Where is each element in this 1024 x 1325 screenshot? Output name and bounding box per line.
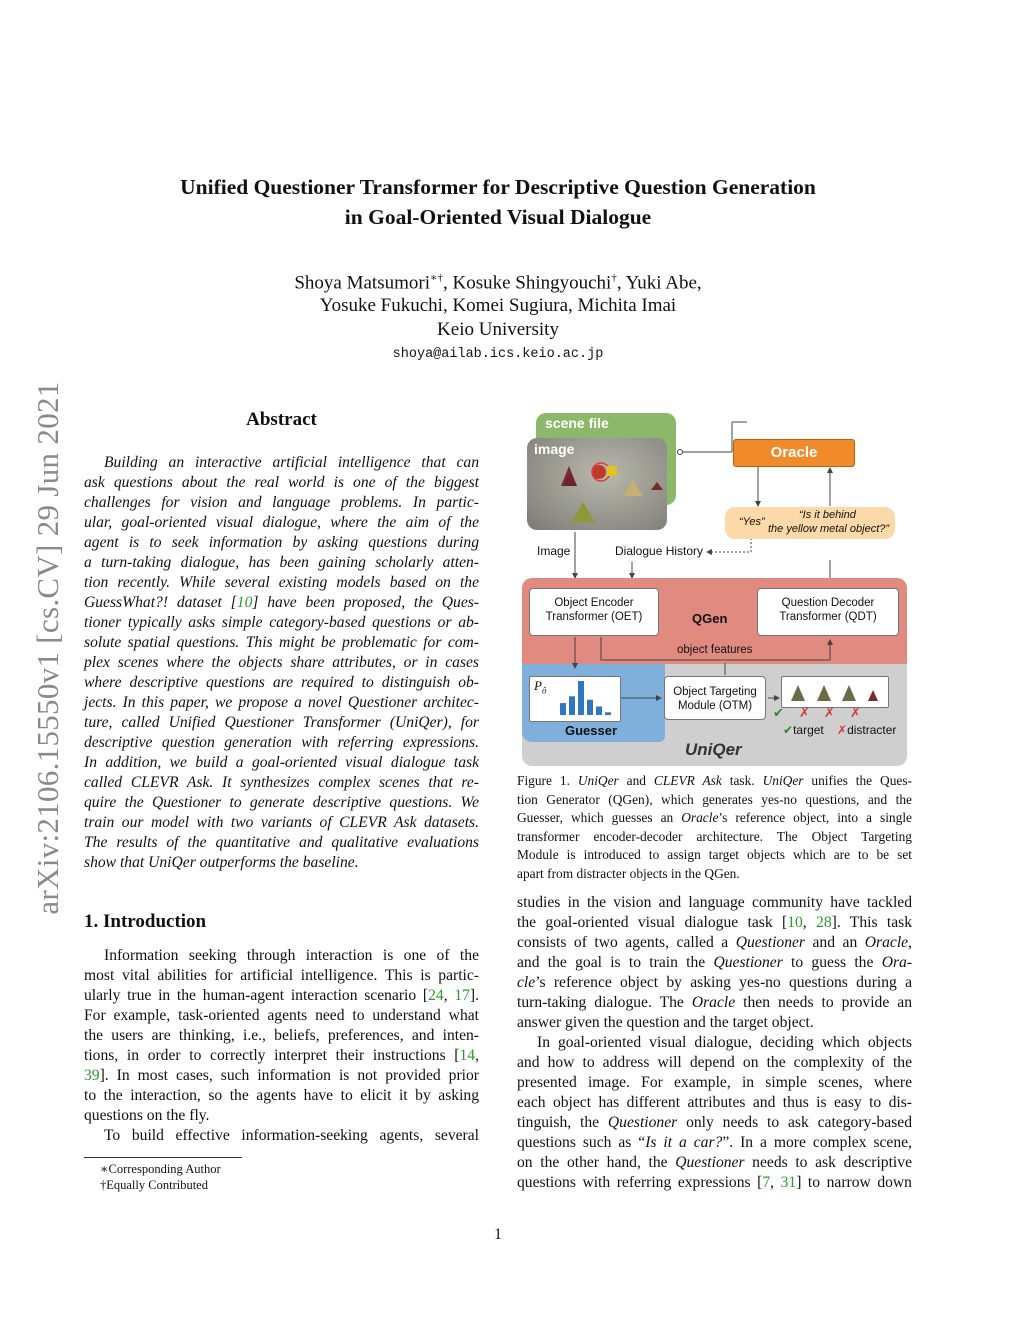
question-line-1: “Is it behind xyxy=(799,509,856,521)
guesser-bar xyxy=(569,696,575,715)
intro-left-line: 39]. In most cases, such information is not provided prior xyxy=(84,1067,479,1084)
abstract-lines-line: GuessWhat?! dataset [10] have been proposed, the Ques- xyxy=(84,594,479,611)
cone-1 xyxy=(791,685,805,701)
cone-4 xyxy=(868,690,878,701)
guesser-bar xyxy=(578,681,584,715)
intro-left-line: most vital abilities for artificial intelligence. This is partic- xyxy=(84,967,479,984)
abstract-lines-line: descriptive question generation with referring expressions. xyxy=(84,734,479,751)
abstract-lines-line: ask questions about the real world is one of the biggest xyxy=(84,474,479,491)
intro-right-line: cle’s reference object by asking yes-no questions during a xyxy=(517,974,912,991)
guesser-distribution-box xyxy=(529,676,621,722)
author-line-2: Yosuke Fukuchi, Komei Sugiura, Michita Imai xyxy=(319,295,677,316)
author-2-sup: † xyxy=(611,272,617,284)
section-heading-introduction: 1. Introduction xyxy=(84,911,207,932)
paper-title-line2: in Goal-Oriented Visual Dialogue xyxy=(344,205,652,229)
uniqer-label: UniQer xyxy=(685,740,742,759)
distracter-mark: ✗ xyxy=(850,706,861,721)
guesser-bar-chart xyxy=(560,681,616,717)
abstract-lines-line: In addition, we build a goal-oriented visual dialogue task xyxy=(84,754,479,771)
caption-lines-line: transformer encoder-decoder architecture. The Object Targeting xyxy=(517,828,912,844)
author-1: Shoya Matsumori xyxy=(294,272,430,294)
dialogue-history-label: Dialogue History xyxy=(615,544,704,558)
intro-left-line: For example, task-oriented agents need to understand what xyxy=(84,1007,479,1024)
intro-left-line: Information seeking through interaction is one of the xyxy=(104,947,479,964)
otm-line-1: Object Targeting xyxy=(673,686,757,698)
qdt-line-1: Question Decoder xyxy=(781,597,875,609)
abstract-lines-line: The results of the quantitative and qualitative evaluations xyxy=(84,834,479,851)
abstract-lines-line: train our model with two variants of CLEVR Ask datasets. xyxy=(84,814,479,831)
abstract-lines-line: quire the Questioner to generate descriptive questions. We xyxy=(84,794,479,811)
qdt-line-2: Transformer (QDT) xyxy=(779,611,877,623)
arxiv-stamp xyxy=(28,352,68,944)
intro-right-line: and how to address will depend on the complexity of the xyxy=(517,1054,912,1071)
intro-right-line: the goal-oriented visual dialogue task [10, 28]. This task xyxy=(517,914,912,931)
abstract-lines-line: Building an interactive artificial intelligence that can xyxy=(104,454,479,471)
footnote-rule xyxy=(84,1157,242,1158)
intro-right-line: studies in the vision and language community have tackled xyxy=(517,894,912,911)
distracter-mark: ✗ xyxy=(799,706,810,721)
target-mark: ✔ xyxy=(773,706,784,721)
abstract-lines-line: jects. In this paper, we propose a novel Questioner architec- xyxy=(84,694,479,711)
abstract-lines-line: plex scenes where the objects share attributes, or in cases xyxy=(84,654,479,671)
p-label: $P_ô$ xyxy=(534,678,547,696)
intro-right-line: questions such as “Is it a car?”. In a more complex scene, xyxy=(517,1134,912,1151)
guesser-bar xyxy=(560,703,566,715)
guesser-bar xyxy=(587,700,593,715)
input-image-label: Image xyxy=(537,544,571,558)
abstract-lines-line: solute spatial questions. This might be problematic for com- xyxy=(84,634,479,651)
scene-file-label: scene file xyxy=(545,415,609,431)
abstract-lines-line: tioner typically asks simple category-based questions or ab- xyxy=(84,614,479,631)
guesser-bar xyxy=(605,712,611,715)
distracter-mark: ✗ xyxy=(824,706,835,721)
intro-right-line: In goal-oriented visual dialogue, deciding which objects xyxy=(537,1034,912,1051)
caption-lines-line: Guesser, which guesses an Oracle’s reference object, into a single xyxy=(517,810,912,825)
intro-right-line: questions with referring expressions [7, 31] to narrow down xyxy=(517,1174,912,1191)
arxiv-stamp-text: arXiv:2106.15550v1 [cs.CV] 29 Jun 2021 xyxy=(30,381,65,915)
author-line-1 xyxy=(100,271,896,294)
answer-yes: “Yes” xyxy=(739,516,765,528)
qgen-label: QGen xyxy=(692,611,728,626)
target-objects-box xyxy=(781,676,889,708)
affiliation: Keio University xyxy=(437,319,559,340)
intro-left-line: questions on the fly. xyxy=(84,1107,210,1124)
intro-right-line: answer given the question and the target object. xyxy=(517,1014,814,1031)
footnote-corresponding: ∗Corresponding Author xyxy=(100,1162,221,1176)
abstract-lines-line: where descriptive questions are required to distinguish ob- xyxy=(84,674,479,691)
intro-right-line: presented image. For example, in simple scenes, where xyxy=(517,1074,912,1091)
abstract-lines-line: agent is to seek information by asking questions during xyxy=(84,534,479,551)
page-number: 1 xyxy=(494,1226,502,1243)
footnote-equal: †Equally Contributed xyxy=(100,1178,208,1192)
intro-right-line: on the other hand, the Questioner needs to ask descriptive xyxy=(517,1154,912,1171)
legend-distracter: ✗distracter xyxy=(837,723,897,737)
intro-right-line: consists of two agents, called a Questioner and an Oracle, xyxy=(517,934,912,951)
otm-box xyxy=(664,676,766,720)
intro-left-line: To build effective information-seeking agents, several xyxy=(104,1127,479,1144)
abstract-lines-line: ular, goal-oriented visual dialogue, where the aim of the xyxy=(84,514,479,531)
otm-line-2: Module (OTM) xyxy=(677,700,753,712)
cone-2 xyxy=(817,685,831,701)
oracle-box: Oracle xyxy=(733,439,855,467)
oet-line-1: Object Encoder xyxy=(554,597,634,609)
oet-line-2: Transformer (OET) xyxy=(545,611,643,623)
cone-3 xyxy=(842,685,856,701)
abstract-lines-line: ture, called Unified Questioner Transformer (UniQer), for xyxy=(84,714,479,731)
abstract-lines-line: challenges for vision and language problems. In partic- xyxy=(84,494,479,511)
intro-right-line: turn-taking dialogue. The Oracle then needs to provide an xyxy=(517,994,912,1011)
author-3: , Yuki Abe, xyxy=(616,272,702,294)
intro-right-line: each object has different attributes and thus is easy to dis- xyxy=(517,1094,912,1111)
abstract-lines-line: a turn-taking dialogue, has been gaining scholarly atten- xyxy=(84,554,479,571)
caption-lines-line: tion Generator (QGen), which generates yes-no questions, and the xyxy=(517,791,912,807)
caption-lines-line: Module is introduced to assign target objects which are to be set xyxy=(517,847,912,862)
target-cones xyxy=(782,677,888,707)
author-2: , Kosuke Shingyouchi xyxy=(442,272,612,294)
guesser-label: Guesser xyxy=(565,723,618,738)
legend-target: ✔target xyxy=(783,723,824,737)
intro-left-line: ularly true in the human-agent interaction scenario [24, 17]. xyxy=(84,987,479,1004)
intro-left-line: to the interaction, so the agents have to elicit it by asking xyxy=(84,1087,479,1104)
abstract-heading: Abstract xyxy=(246,409,317,430)
author-1-sup: ∗† xyxy=(430,272,443,284)
object-features-line xyxy=(601,637,830,660)
paper-title-line1: Unified Questioner Transformer for Descriptive Question Generation xyxy=(180,175,816,199)
image-label: image xyxy=(534,441,575,457)
abstract-lines-line: tion recently. While several existing models based on the xyxy=(84,574,479,591)
intro-right-line: and the goal is to train the Questioner to guess the Ora- xyxy=(517,954,913,971)
guesser-bar xyxy=(596,707,602,716)
author-email: shoya@ailab.ics.keio.ac.jp xyxy=(392,347,604,362)
object-features-label: object features xyxy=(677,644,753,656)
abstract-lines-line: show that UniQer outperforms the baseline. xyxy=(84,854,359,871)
caption-lines-line: Figure 1. UniQer and CLEVR Ask task. UniQer unifies the Ques- xyxy=(517,773,913,788)
intro-left-line: the users are thinking, i.e., beliefs, preferences, and inten- xyxy=(84,1027,479,1044)
caption-lines-line: apart from distracter objects in the QGen. xyxy=(517,865,740,881)
intro-left-line: tions, in order to correctly interpret their instructions [14, xyxy=(84,1047,479,1064)
intro-right-line: tinguish, the Questioner only needs to ask category-based xyxy=(517,1114,913,1131)
abstract-lines-line: called CLEVR Ask. It synthesizes complex scenes that re- xyxy=(84,774,479,791)
question-line-2: the yellow metal object?” xyxy=(768,523,890,535)
